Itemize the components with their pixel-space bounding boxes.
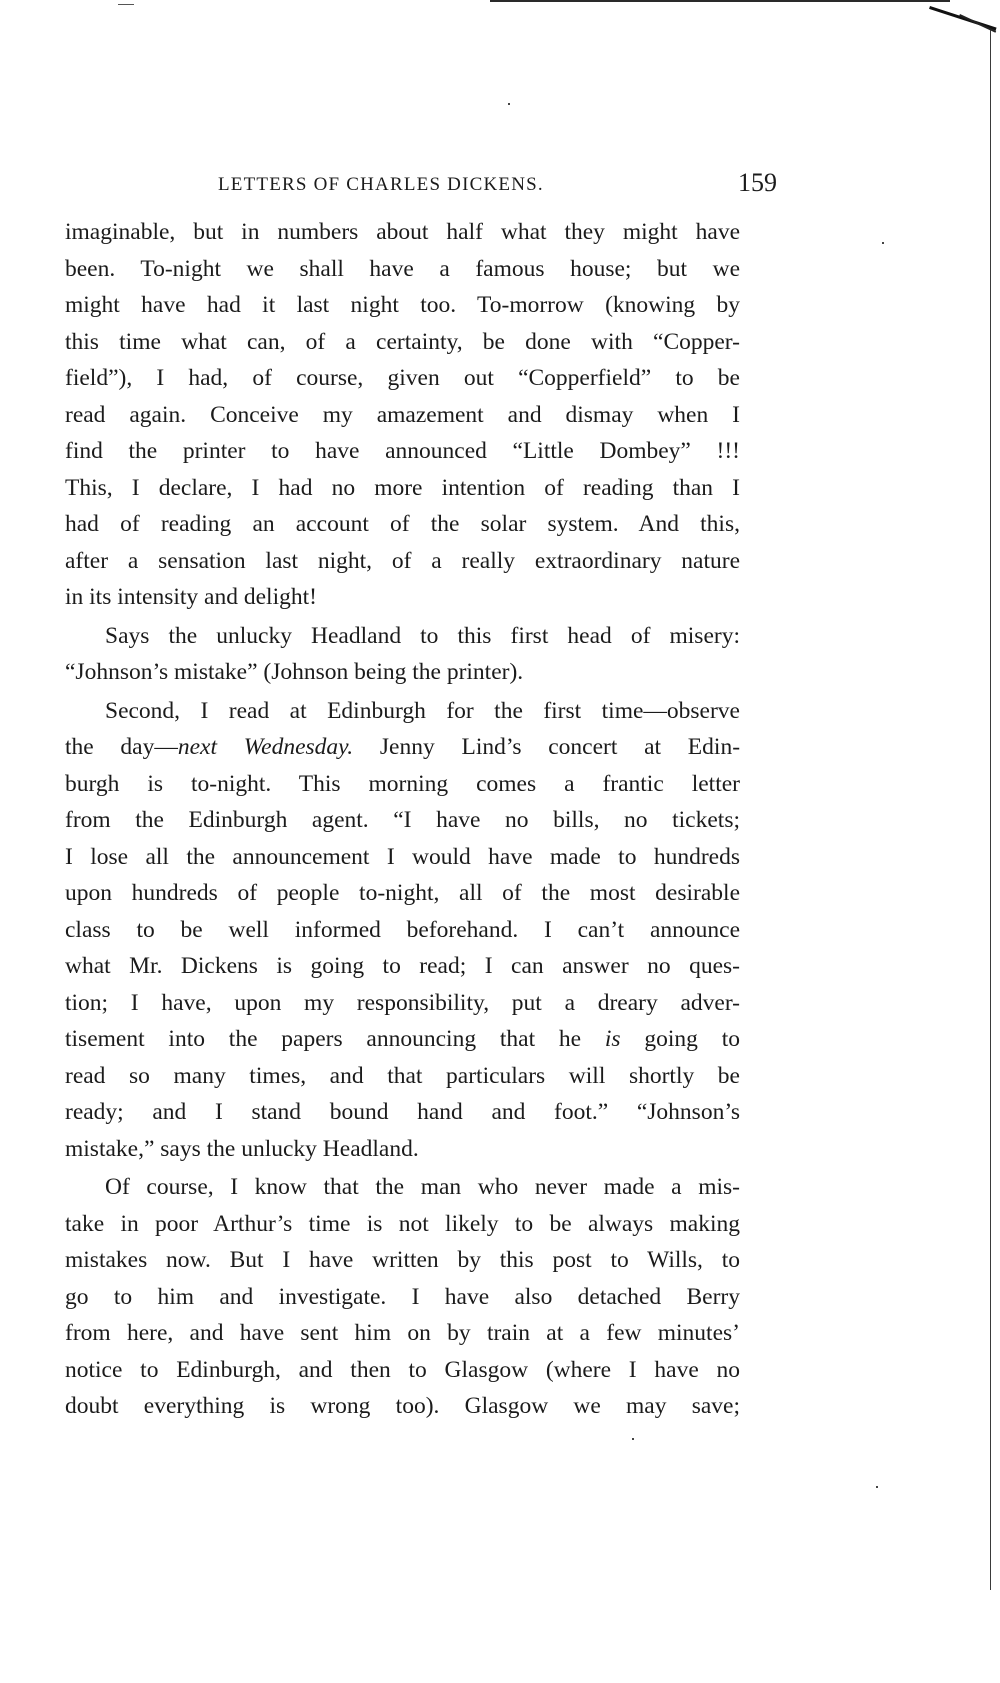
scan-edge-rule <box>490 0 950 2</box>
text-line: field”), I had, of course, given out “Copperfield” to be <box>65 365 740 391</box>
text-line: class to be well informed beforehand. I can’t announce <box>65 916 740 943</box>
text-line: mistakes now. But I have written by this post to Wills, to <box>65 1247 740 1273</box>
text-line: from here, and have sent him on by train at a few minutes’ <box>65 1320 740 1346</box>
text-line <box>65 729 740 766</box>
scan-edge-mark <box>118 4 134 5</box>
scan-speck <box>508 103 510 105</box>
text-line: mistake,” says the unlucky Headland. <box>65 1135 419 1162</box>
running-head: LETTERS OF CHARLES DICKENS. <box>218 174 544 195</box>
text-line: doubt everything is wrong too). Glasgow we may save; <box>65 1393 740 1419</box>
text-line: read so many times, and that particulars will shortly be <box>65 1062 740 1089</box>
text-line: This, I declare, I had no more intention of reading than I <box>65 474 740 501</box>
scan-page-edge <box>990 30 991 1590</box>
text-line: upon hundreds of people to-night, all of the most desirable <box>65 880 740 906</box>
scan-speck <box>882 242 884 244</box>
text-line: what Mr. Dickens is going to read; I can answer no ques- <box>65 953 740 979</box>
page-number: 159 <box>738 168 777 197</box>
text-line: Second, I read at Edinburgh for the first time—observe <box>105 697 740 724</box>
text-run: tisement into the papers announcing that he <box>65 1026 605 1052</box>
text-line: I lose all the announcement I would have made to hundreds <box>65 843 740 870</box>
text-run: going to <box>620 1026 741 1052</box>
text-line: find the printer to have announced “Little Dombey” !!! <box>65 438 740 464</box>
italic-text-run: next Wednesday. <box>177 734 354 760</box>
text-line: ready; and I stand bound hand and foot.” “Johnson’s <box>65 1099 740 1125</box>
italic-text-run: is <box>604 1026 621 1052</box>
text-line: notice to Edinburgh, and then to Glasgow (where I have no <box>65 1356 740 1383</box>
text-line: imaginable, but in numbers about half what they might have <box>65 219 740 245</box>
text-line: go to him and investigate. I have also detached Berry <box>65 1283 740 1310</box>
text-run: Jenny Lind’s concert at Edin- <box>353 734 741 760</box>
text-line: Of course, I know that the man who never made a mis- <box>105 1174 740 1200</box>
scan-speck <box>632 1438 634 1440</box>
text-run: the day— <box>65 734 178 760</box>
text-line: from the Edinburgh agent. “I have no bills, no tickets; <box>65 807 740 833</box>
text-line: read again. Conceive my amazement and dismay when I <box>65 401 740 428</box>
text-line: this time what can, of a certainty, be done with “Copper- <box>65 328 740 355</box>
text-line: take in poor Arthur’s time is not likely to be always making <box>65 1210 740 1237</box>
text-line: been. To-night we shall have a famous house; but we <box>65 255 740 282</box>
text-line: “Johnson’s mistake” (Johnson being the printer). <box>65 659 524 685</box>
text-line: burgh is to-night. This morning comes a frantic letter <box>65 770 740 797</box>
page-header <box>0 168 1000 202</box>
text-line: after a sensation last night, of a really extraordinary nature <box>65 547 740 574</box>
text-line: in its intensity and delight! <box>65 584 317 610</box>
text-line: tion; I have, upon my responsibility, put a dreary adver- <box>65 989 740 1016</box>
body-text <box>65 214 740 1425</box>
text-line: Says the unlucky Headland to this first head of misery: <box>105 622 740 649</box>
text-line: had of reading an account of the solar system. And this, <box>65 511 740 537</box>
scan-speck <box>876 1486 878 1488</box>
text-line: might have had it last night too. To-morrow (knowing by <box>65 292 740 318</box>
text-line <box>65 1021 740 1058</box>
